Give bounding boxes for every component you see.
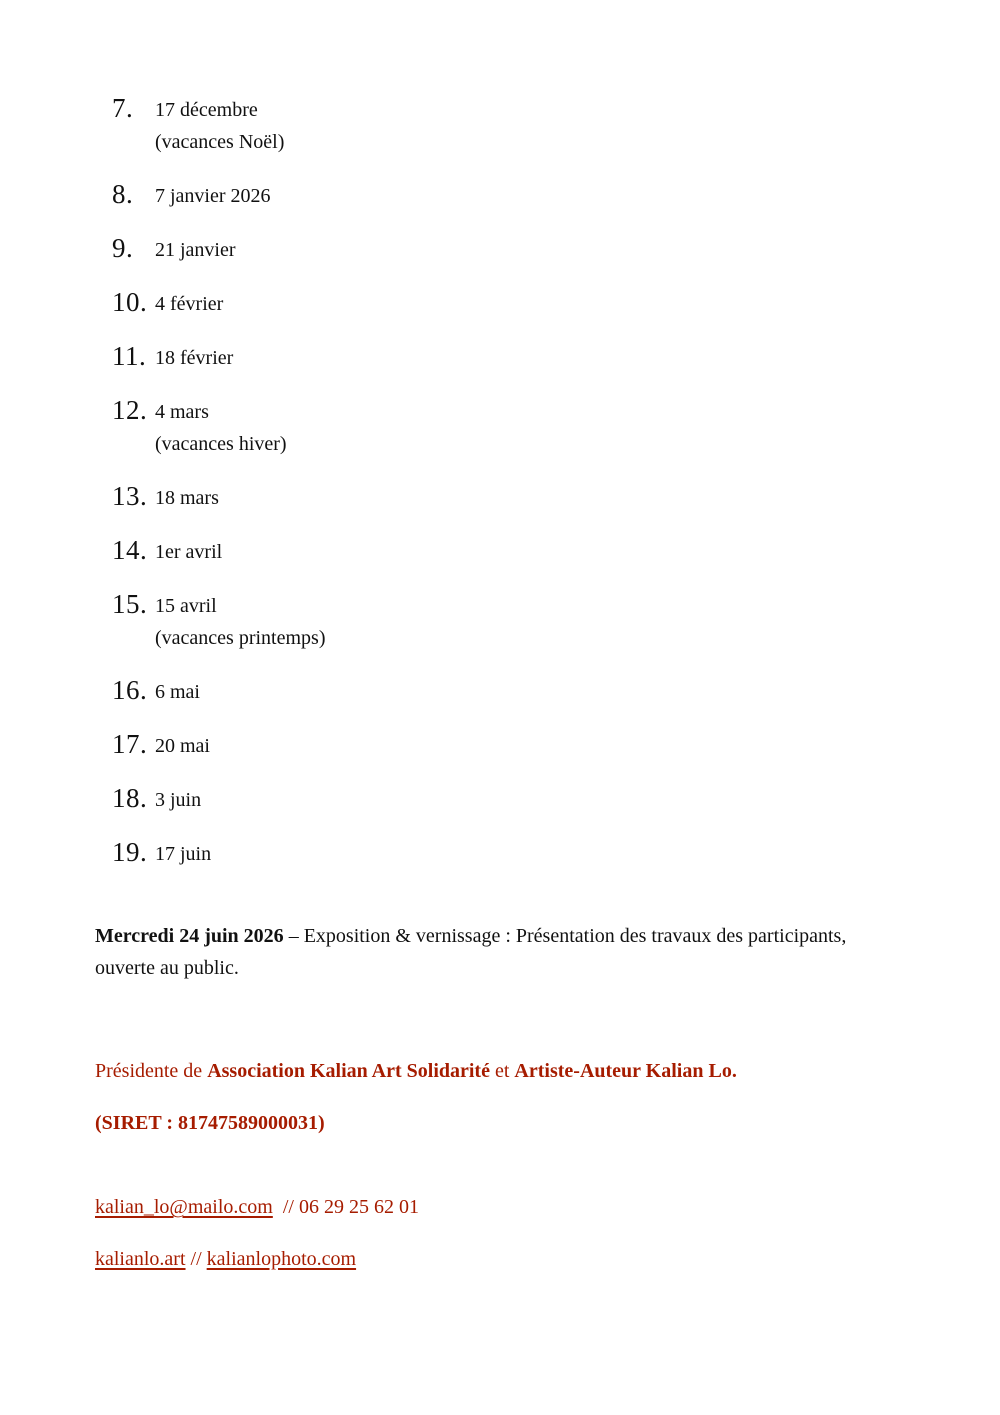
session-date: 15 avril xyxy=(155,595,217,617)
session-details xyxy=(155,782,201,816)
session-details xyxy=(155,340,233,374)
session-number: 7. xyxy=(112,93,134,123)
signature-line xyxy=(95,1055,915,1087)
session-number: 18. xyxy=(112,783,148,813)
session-number: 16. xyxy=(112,675,148,705)
contact-line xyxy=(95,1191,915,1223)
session-item xyxy=(112,232,812,266)
exhibition-paragraph xyxy=(95,920,855,984)
session-item xyxy=(112,286,812,320)
session-item xyxy=(112,394,812,460)
session-details xyxy=(155,92,284,158)
session-number: 12. xyxy=(112,395,148,425)
session-date: 18 mars xyxy=(155,487,219,509)
exhibition-date: Mercredi 24 juin 2026 xyxy=(95,925,284,947)
signature-prefix: Présidente de xyxy=(95,1060,208,1082)
session-item xyxy=(112,92,812,158)
session-item xyxy=(112,534,812,568)
session-date: 17 décembre xyxy=(155,99,258,121)
session-details xyxy=(155,534,222,568)
websites-line xyxy=(95,1243,915,1275)
association-name: Association Kalian Art Solidarité xyxy=(207,1060,490,1082)
session-number: 8. xyxy=(112,179,134,209)
session-number: 19. xyxy=(112,837,148,867)
session-date: 18 février xyxy=(155,347,234,369)
session-item xyxy=(112,480,812,514)
session-item xyxy=(112,782,812,816)
session-date: 7 janvier 2026 xyxy=(155,185,271,207)
exhibition-description: – Exposition & vernissage : Présentation des travaux des participants, ouverte au public. xyxy=(95,925,847,979)
session-item xyxy=(112,836,812,870)
session-number: 13. xyxy=(112,481,148,511)
session-details xyxy=(155,480,219,514)
session-item xyxy=(112,674,812,708)
session-note: (vacances Noël) xyxy=(155,131,285,153)
session-date: 4 février xyxy=(155,293,224,315)
session-number: 10. xyxy=(112,287,148,317)
siret-line xyxy=(95,1107,915,1139)
session-date: 17 juin xyxy=(155,843,212,865)
session-item xyxy=(112,340,812,374)
session-number: 14. xyxy=(112,535,148,565)
session-details xyxy=(155,394,287,460)
session-item xyxy=(112,588,812,654)
session-date: 3 juin xyxy=(155,789,202,811)
session-date: 4 mars xyxy=(155,401,209,423)
session-date: 21 janvier xyxy=(155,239,236,261)
artist-name: Artiste-Auteur Kalian Lo. xyxy=(514,1060,737,1082)
session-number: 11. xyxy=(112,341,147,371)
session-details xyxy=(155,836,211,870)
session-date: 6 mai xyxy=(155,681,200,703)
signature-connector: et xyxy=(489,1060,515,1082)
session-details xyxy=(155,178,271,212)
session-number: 9. xyxy=(112,233,134,263)
session-item xyxy=(112,178,812,212)
session-date: 1er avril xyxy=(155,541,223,563)
session-note: (vacances printemps) xyxy=(155,627,326,649)
session-list xyxy=(112,92,812,890)
email-link[interactable]: kalian_lo@mailo.com xyxy=(95,1196,273,1218)
websites-separator: // xyxy=(185,1248,207,1270)
session-number: 17. xyxy=(112,729,148,759)
session-note: (vacances hiver) xyxy=(155,433,287,455)
session-details xyxy=(155,674,200,708)
session-date: 20 mai xyxy=(155,735,210,757)
session-details xyxy=(155,728,210,762)
session-details xyxy=(155,232,236,266)
website-link-kalianlo[interactable]: kalianlo.art xyxy=(95,1248,186,1270)
siret: (SIRET : 81747589000031) xyxy=(95,1112,325,1134)
website-link-kalianlophoto[interactable]: kalianlophoto.com xyxy=(206,1248,357,1270)
session-number: 15. xyxy=(112,589,148,619)
phone-number: // 06 29 25 62 01 xyxy=(272,1196,419,1218)
session-details xyxy=(155,588,325,654)
session-details xyxy=(155,286,223,320)
session-item xyxy=(112,728,812,762)
